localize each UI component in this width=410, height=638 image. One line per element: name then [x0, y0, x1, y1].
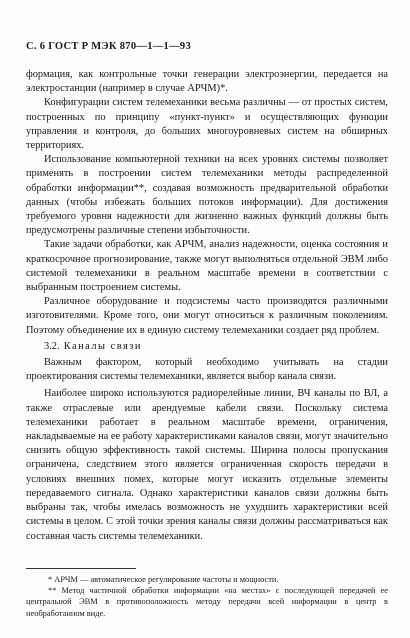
paragraph-equipment: Различное оборудование и подсистемы часто производятся различными изготовителями. Кроме того, они могут относиться к различным поколениям. Поэтому объединение их в единую систему телемеханики создает ряд проблем. — [26, 296, 388, 336]
section-title: Каналы связи — [63, 340, 142, 352]
footnote-2: ** Метод частичной обработки информации «на местах» с последующей передачей ее центральной ЭВМ в противоположность методу передачи всей информации в центр в необработанном виде. — [26, 586, 388, 618]
section-heading — [26, 340, 388, 354]
paragraph-continuation: формация, как контрольные точки генерации электроэнергии, передается на электростанции (например в случае АРЧМ)*. — [26, 69, 388, 95]
footnote-1: * АРЧМ — автоматическое регулирование частоты и мощности. — [48, 575, 279, 584]
section-number: 3.2. — [44, 340, 60, 352]
paragraph-processing-tasks: Такие задачи обработки, как АРЧМ, анализ надежности, оценка состояния и краткосрочное прогнозирование, также могут выполняться отдельной ЭВМ либо системой телемеханики в реальном масштабе времени в соответствии с выбранным построением системы. — [26, 239, 388, 294]
paragraph-configurations: Конфигурации систем телемеханики весьма различны — от простых систем, построенных по принципу «пункт-пункт» и осуществляющих функции управления и контроля, до больших многоуровневых систем на обширных территориях. — [26, 97, 388, 152]
paragraph-channel-choice: Важным фактором, который необходимо учитывать на стадии проектирования системы телемеханики, является выбор канала связи. — [26, 357, 388, 383]
page-header: С. 6 ГОСТ Р МЭК 870—1—1—93 — [26, 41, 191, 52]
paragraph-channel-types: Наиболее широко используются радиорелейные линии, ВЧ каналы по ВЛ, а также отраслевые или арендуемые кабели связи. Поскольку система телемеханики работает в реальном масштабе времени, ограничения, накладываемые на ее работу характеристиками каналов связи, могут значительно снизить общую эффективность такой системы. Ширина полосы пропускания ограничена, следствием этого является ограниченная скорость передачи в условиях внешних помех, которые могут исказить отдельные элементы передаваемого сигнала. Однако характеристики каналов связи должны быть выбраны так, чтобы имелась возможность не ухудшить характеристики всей системы в целом. С этой точки зрения каналы связи должны рассматриваться как составная часть системы телемеханики. — [26, 388, 388, 542]
footnote-divider — [26, 568, 136, 569]
page-body — [26, 68, 388, 544]
footnotes — [26, 574, 388, 619]
paragraph-computer-use: Использование компьютерной техники на всех уровнях системы позволяет применять в построении систем телемеханики методы распределенной обработки информации**, создавая возможность предварительной обработки данных (чтобы избежать больших потоков информации). Для достижения требуемого уровня надежности для жизненно важных функций должны быть предусмотрены различные степени избыточности. — [26, 154, 388, 237]
